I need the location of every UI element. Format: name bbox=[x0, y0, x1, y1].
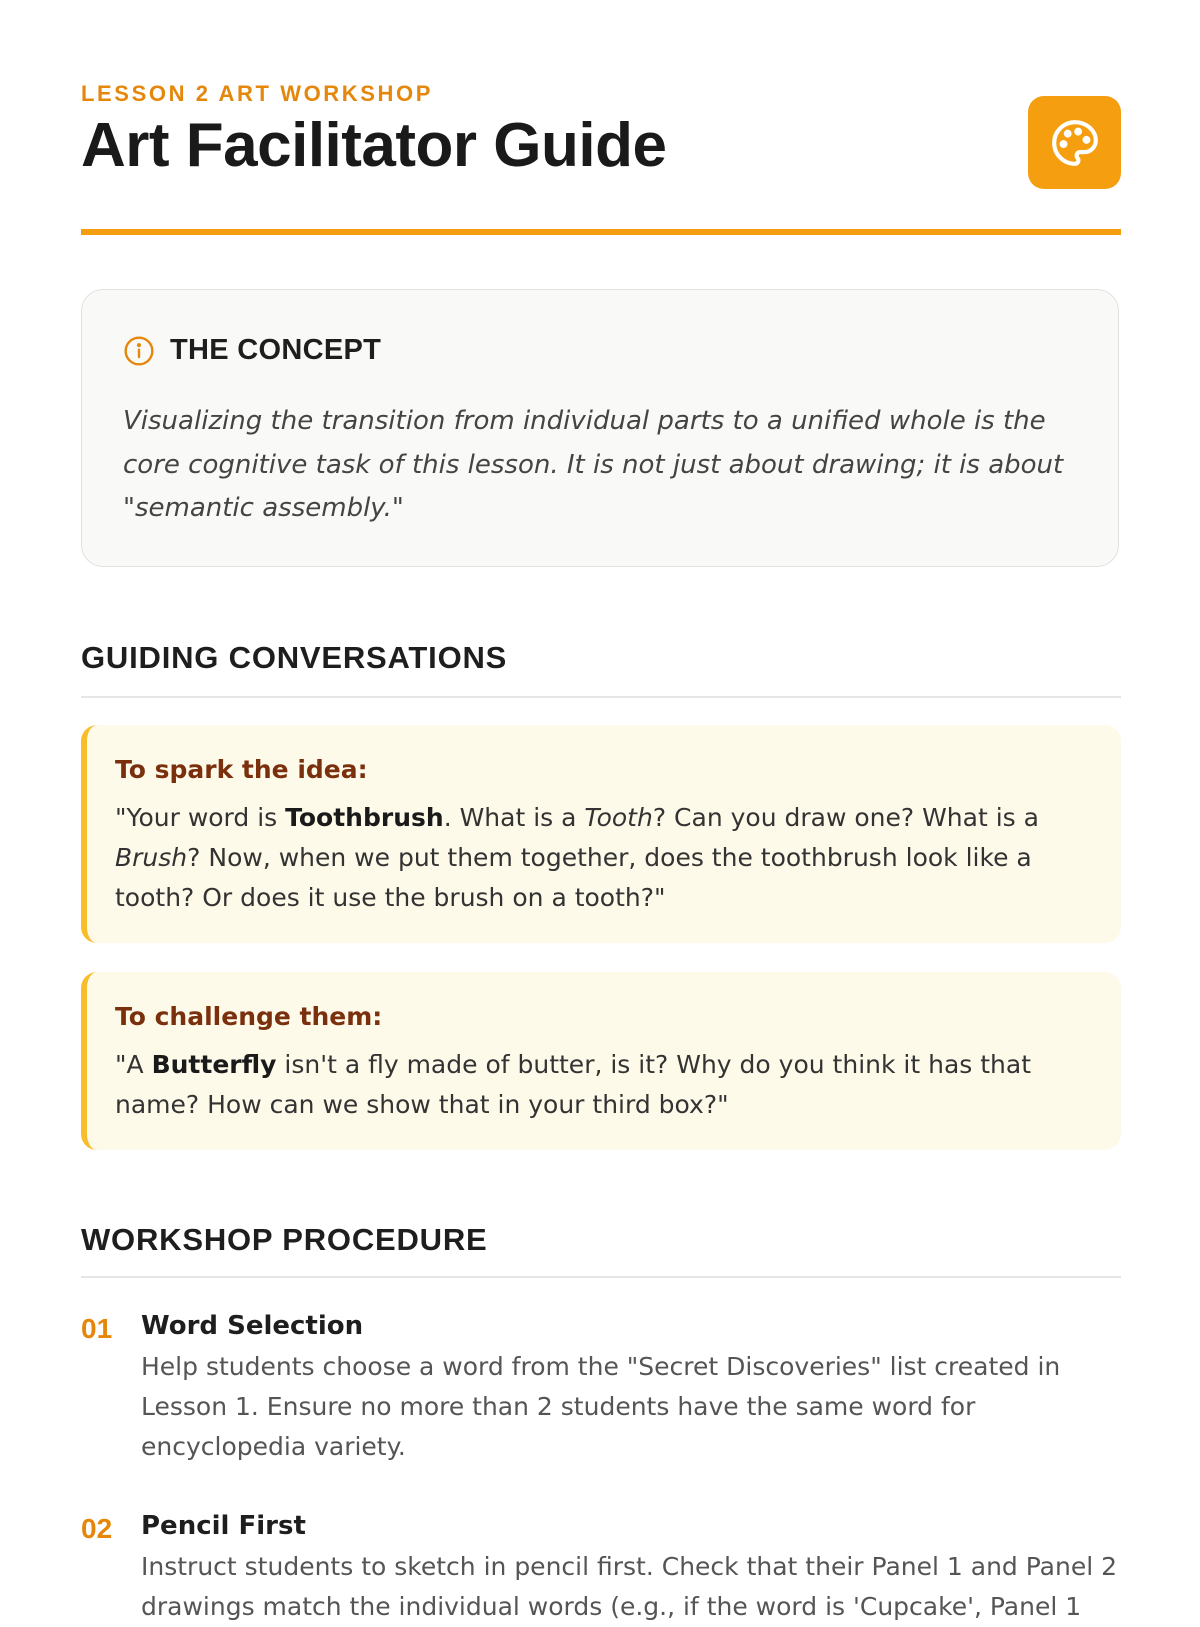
palette-badge bbox=[1028, 96, 1121, 189]
spark-label: To spark the idea: bbox=[115, 755, 368, 784]
step-text: Instruct students to sketch in pencil first. Check that their Panel 1 and Panel 2 drawings match the individual words (e.g., if the word is 'Cupcake', Panel 1 bbox=[141, 1552, 1118, 1621]
concept-title: THE CONCEPT bbox=[170, 334, 382, 366]
concept-text: Visualizing the transition from individual parts to a unified whole is the core cognitive task of this lesson. It is not just about drawing; it is about "semantic assembly." bbox=[123, 406, 1064, 523]
guiding-conversations-heading: GUIDING CONVERSATIONS bbox=[81, 640, 508, 675]
step-body bbox=[141, 1309, 1121, 1467]
info-icon bbox=[123, 335, 155, 367]
page-title: Art Facilitator Guide bbox=[81, 111, 667, 180]
step-title: Pencil First bbox=[141, 1511, 306, 1541]
step-body bbox=[141, 1509, 1121, 1627]
step-number: 01 bbox=[81, 1313, 113, 1344]
spark-quote: "Your word is Toothbrush. What is a Tooth? Can you draw one? What is a Brush? Now, when we put them together, does the toothbrush look like a tooth? Or does it use the brush on a tooth?" bbox=[115, 803, 1039, 912]
challenge-callout bbox=[81, 972, 1121, 1150]
workshop-procedure-heading: WORKSHOP PROCEDURE bbox=[81, 1222, 488, 1257]
concept-header bbox=[123, 334, 381, 367]
step-text: Help students choose a word from the "Secret Discoveries" list created in Lesson 1. Ensure no more than 2 students have the same word for encyclopedia variety. bbox=[141, 1352, 1061, 1461]
procedure-divider bbox=[81, 1276, 1121, 1278]
concept-card bbox=[81, 289, 1119, 567]
header-divider bbox=[81, 229, 1121, 235]
step-title: Word Selection bbox=[141, 1311, 364, 1341]
guiding-divider bbox=[81, 696, 1121, 698]
page-header bbox=[81, 80, 1121, 180]
spark-callout bbox=[81, 725, 1121, 943]
step-number: 02 bbox=[81, 1513, 113, 1544]
challenge-label: To challenge them: bbox=[115, 1002, 383, 1031]
lesson-eyebrow: LESSON 2 ART WORKSHOP bbox=[81, 81, 434, 106]
palette-icon bbox=[1050, 118, 1100, 168]
challenge-quote: "A Butterfly isn't a fly made of butter, is it? Why do you think it has that name? How can we show that in your third box?" bbox=[115, 1050, 1032, 1119]
